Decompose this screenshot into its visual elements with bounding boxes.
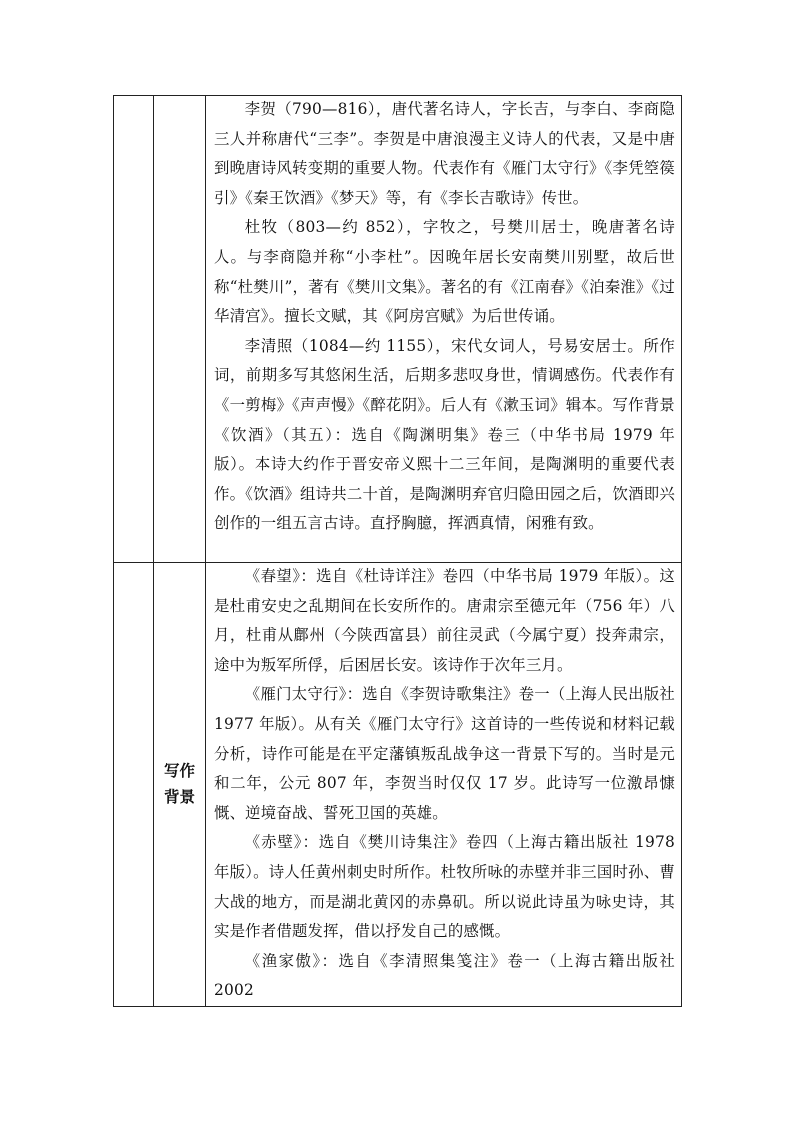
paragraph-yujia-ao: 《渔家傲》：选自《李清照集笺注》卷一（上海古籍出版社 2002 bbox=[214, 951, 675, 1000]
row-label-writing-background: 写作背景 bbox=[163, 762, 195, 807]
notes-table bbox=[113, 95, 682, 1007]
paragraph-chi-bi: 《赤壁》：选自《樊川诗集注》卷四（上海古籍出版社 1978 年版）。诗人任黄州刺史时所作。杜牧所咏的赤壁并非三国时孙、曹大战的地方，而是湖北黄冈的赤鼻矶。所以说此诗虽为咏史诗，其实是作者借题发挥，借以抒发自己的感慨。 bbox=[214, 833, 675, 941]
content-cell bbox=[206, 96, 682, 563]
paragraph-du-mu: 杜牧（803—约 852），字牧之，号樊川居士，晚唐著名诗人。与李商隐并称“小李杜”。因晚年居长安南樊川别墅，故后世称“杜樊川”，著有《樊川文集》。著名的有《江南春》《泊秦淮》《过华清宫》。擅长文赋，其《阿房宫赋》为后世传诵。 bbox=[214, 218, 675, 326]
paragraph-li-he: 李贺（790—816），唐代著名诗人，字长吉，与李白、李商隐三人并称唐代“三李”。李贺是中唐浪漫主义诗人的代表，又是中唐到晚唐诗风转变期的重要人物。代表作有《雁门太守行》《李凭箜篌引》《秦王饮酒》《梦天》等，有《李长吉歌诗》传世。 bbox=[214, 100, 675, 207]
row-label-cell bbox=[154, 96, 206, 563]
paragraph-yanmen-taishou-xing: 《雁门太守行》：选自《李贺诗歌集注》卷一（上海人民出版社 1977 年版）。从有关《雁门太守行》这首诗的一些传说和材料记载分析，诗作可能是在平定藩镇叛乱战争这一背景下写的。当时是元和二年，公元 807 年，李贺当时仅仅 17 岁。此诗写一位激昂慷慨、逆境奋战、誓死卫国的英雄。 bbox=[214, 685, 675, 822]
row-label-cell bbox=[154, 563, 206, 1007]
paragraph-li-qingzhao: 李清照（1084—约 1155），宋代女词人，号易安居士。所作词，前期多写其悠闲生活，后期多悲叹身世，情调感伤。代表作有《一剪梅》《声声慢》《醉花阴》。后人有《漱玉词》辑本。写作背景《饮酒》（其五）：选自《陶渊明集》卷三（中华书局 1979 年版）。本诗大约作于晋安帝义熙十二三年间，是陶渊明的重要代表作。《饮酒》组诗共二十首，是陶渊明弃官归隐田园之后，饮酒即兴创作的一组五言古诗。直抒胸臆，挥洒真情，闲雅有致。 bbox=[214, 336, 675, 533]
paragraph-chun-wang: 《春望》：选自《杜诗详注》卷四（中华书局 1979 年版）。这是杜甫安史之乱期间在长安所作的。唐肃宗至德元年（756 年）八月，杜甫从鄜州（今陕西富县）前往灵武（今属宁夏）投奔肃宗，途中为叛军所俘，后困居长安。该诗作于次年三月。 bbox=[214, 567, 675, 674]
content-cell bbox=[206, 563, 682, 1007]
table-cell-empty bbox=[114, 563, 154, 1007]
table-row-author-intro bbox=[114, 96, 682, 563]
table-cell-empty bbox=[114, 96, 154, 563]
table-row-writing-background bbox=[114, 563, 682, 1007]
